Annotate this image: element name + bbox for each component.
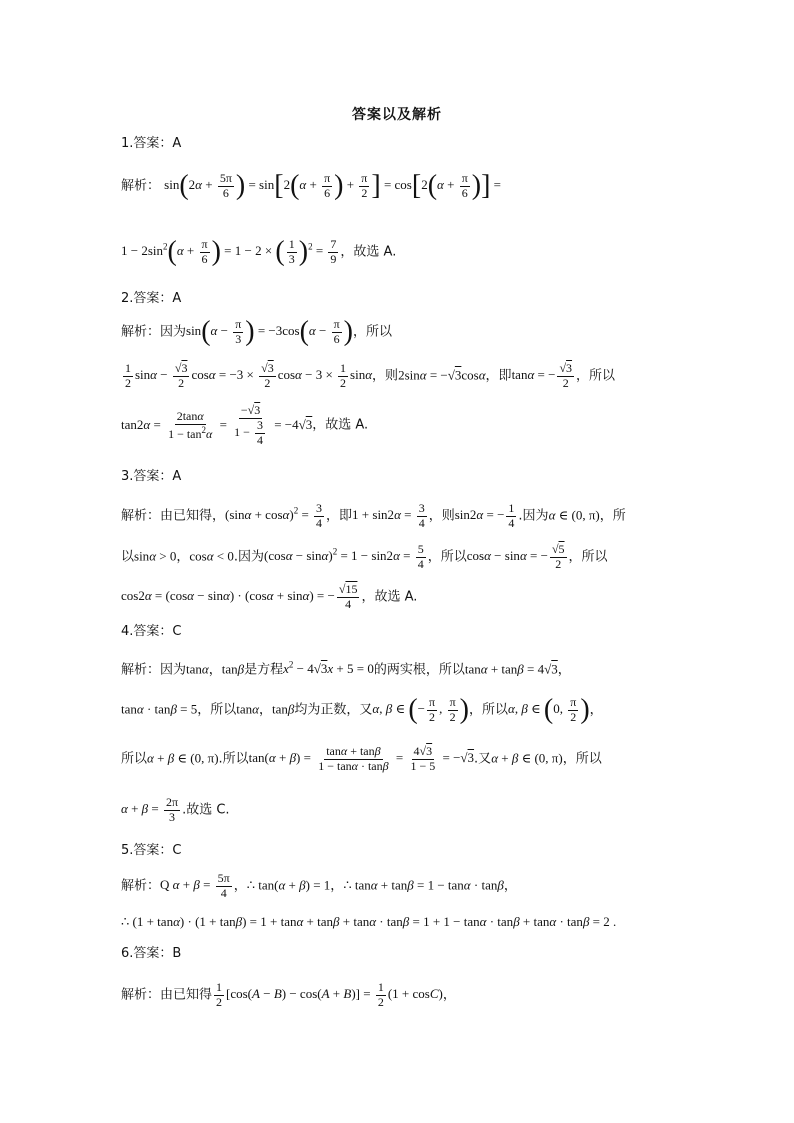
q5-solution-line-1: 解析：Q α + β = $\frac{5\pi}{4}$ ，∴ tan(α + β) = 1，∴ tanα + tanβ = 1 − tanα · tanβ， — [121, 871, 517, 900]
answer-label-6: 6.答案：B — [121, 946, 182, 961]
q2-solution-line-2: $\frac{1}{2}$ sinα − $\frac{√3}{2}$ cosα = −3 × $\frac{√3}{2}$ cosα − 3 × $\frac{1}{2}$ sinα，则2sinα = −√3cosα，即tanα = − $\frac{√3}{2}$ ，所以 — [125, 361, 616, 390]
q3-solution-line-1: 解析：由已知得，$(\sin\alpha + \cos\alpha)^2$ = $\frac{3}{4}$ ，即1 + sin2α = $\frac{3}{4}$ ，则sin2α = − $\frac{1}{4}$ .因为α ∈ (0, π)，所 — [121, 501, 626, 530]
q2-solution-line-3: tan2α = $\frac{2\tan\alpha}{1 - \tan^2\alpha}$ = −√3 1 − $\frac{3}{4}$ = −4√3，故选 A. — [121, 403, 369, 447]
q2-solution-line-1: 解析：因为sin(α − $\frac{\pi}{3}$ ) = −3cos(α − $\frac{\pi}{6}$ )，所以 — [121, 316, 392, 348]
q5-solution-line-2: ∴ (1 + tanα) · (1 + tanβ) = 1 + tanα + tanβ + tanα · tanβ = 1 + 1 − tanα · tanβ + tanα · tanβ = 2 . — [121, 914, 617, 929]
q4-solution-line-4: α + β = $\frac{2\pi}{3}$ .故选 C. — [121, 795, 230, 824]
answer-label-5: 5.答案：C — [121, 843, 182, 858]
q4-solution-line-1: 解析：因为tanα，tanβ是方程$x^2 - 4√3x + 5 = 0$的两实根，所以tanα + tanβ = 4√3， — [121, 660, 571, 678]
q6-solution-line-1: 解析：由已知得 $\frac{1}{2}$ [cos(A − B) − cos(A + B)] = $\frac{1}{2}$ (1 + cosC)， — [121, 980, 456, 1009]
q1-solution-line-2: $1 - 2\sin^2(\alpha$ + $\frac{\pi}{6}$ ) = 1 − 2 × ( $\frac{1}{3}$ )$^2$ = $\frac{7}{9}$ ，故选 A. — [121, 236, 397, 268]
answer-label-1: 1.答案：A — [121, 136, 182, 151]
q1-solution-line-1: 解析： sin(2α + $\frac{5\pi}{6}$ ) = sin[2(α + $\frac{\pi}{6}$ ) + $\frac{\pi}{2}$ ] = cos[2(α + $\frac{\pi}{6}$ )] = — [121, 170, 501, 202]
q4-solution-line-2: tanα · tanβ = 5，所以tanα，tanβ均为正数，又α, β ∈ (− $\frac{\pi}{2}$ , $\frac{\pi}{2}$ )，所以α, β ∈ (0, $\frac{\pi}{2}$ )， — [121, 694, 603, 726]
answer-label-4: 4.答案：C — [121, 624, 182, 639]
answer-label-2: 2.答案：A — [121, 291, 182, 306]
q3-solution-line-3: cos2α = (cosα − sinα) · (cosα + sinα) = − $\frac{√15}{4}$ ，故选 A. — [121, 582, 418, 611]
answer-label-3: 3.答案：A — [121, 469, 182, 484]
page-title: 答案以及解析 — [352, 107, 442, 123]
q4-solution-line-3: 所以α + β ∈ (0, π).所以tan(α + β) = $\frac{\tan\alpha + \tan\beta}{1 - \tan\alpha \cdot \tan\beta}$ = $\frac{4√3}{1 - 5}$ = −√3.又α + β ∈ (0, π)，所以 — [121, 744, 602, 773]
q3-solution-line-2: 以sinα > 0，cosα < 0.因为$(\cos\alpha - \sin\alpha)^2 = 1 - \sin 2\alpha$ = $\frac{5}{4}$ ，所以cosα − sinα = − $\frac{√5}{2}$ ，所以 — [121, 542, 608, 571]
